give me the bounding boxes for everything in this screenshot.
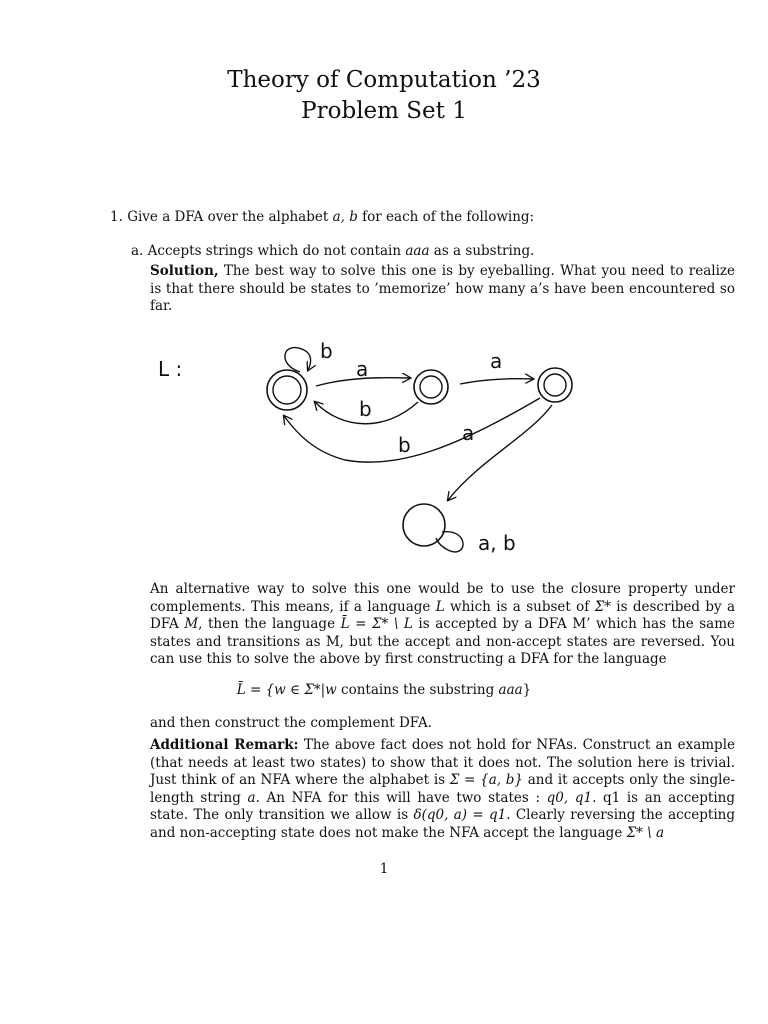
edge-dead-self-loop [436,532,463,552]
remark-text-1: The above fact does not hold for NFAs. Construct an example (that needs at least two states) to show that it does not. The solution here is trivial. Just think of an NFA where the alphabet is [150,737,735,788]
after-formula-text: and then construct the complement DFA. [150,715,433,731]
alternative-text-1: An alternative way to solve this one would be to use the closure property under complements. This means, if a language [150,581,735,615]
alternative-text-4: , then the language [198,616,341,632]
problem-1-number: 1. [110,209,123,225]
problem-1-text-pre: Give a DFA over the alphabet [127,209,333,225]
page-number: 1 [379,861,389,877]
remark-text-3: . An NFA for this will have two states : [255,789,547,806]
label-two-a-to-start: b [398,433,411,457]
remark-symbol-a: a [247,789,256,806]
alternative-text-2: which is a subset of [444,598,595,615]
formula-lhs: L̄ = {w ∈ Σ*|w [236,682,337,698]
state-one-a [414,370,448,404]
problem-1-statement [110,209,534,225]
remark-paragraph [150,737,735,842]
language-label: L : [158,357,183,381]
problem-1-alphabet: a, b [332,209,358,225]
alternative-text-5: is accepted by a DFA M’ which has the same states and transitions as M, but the accept and non-accept states are reversed. You can use this to solve the above by first constructing a DFA for the language [150,616,735,667]
formula-mid: contains the substring [336,682,499,698]
remark-transition: δ(q0, a) = q1 [413,807,507,823]
remark-alphabet-def: Σ = {a, b} [449,772,524,788]
state-two-a [538,368,572,402]
alternative-paragraph [150,581,735,669]
formula-close: } [522,682,532,698]
solution-text: The best way to solve this one is by eyeballing. What you need to realize is that there should be states to ’memorize’ how many a’s have been encountered so far. [150,263,735,314]
label-two-a-to-dead: a [462,421,475,445]
part-a-statement [131,243,534,259]
complement-language-formula [0,682,768,698]
remark-text-5: . Clearly reversing the accepting and non-accepting state does not make the NFA accept the language [150,807,735,841]
problem-1-text-post: for each of the following: [357,209,535,225]
solution-paragraph [150,263,735,316]
label-start-to-one-a: a [356,357,369,381]
document-title-line2: Problem Set 1 [301,98,467,124]
alternative-sigma-star: Σ* [594,598,611,615]
formula-rhs: aaa [498,682,523,698]
remark-states: q0, q1 [546,789,593,806]
part-a-label: a. [131,243,144,259]
document-title-line1: Theory of Computation ’23 [227,67,541,93]
part-a-text-post: as a substring. [429,243,535,259]
part-a-text-pre: Accepts strings which do not contain [147,243,406,259]
remark-label: Additional Remark: [150,737,299,753]
alternative-text-3: is described by a DFA [150,598,735,632]
alternative-L: L [435,598,445,615]
remark-text-2: and it accepts only the single-length string [150,772,735,806]
edge-start-self-loop [285,348,311,372]
remark-text-4: . q1 is an accepting state. The only transition we allow is [150,789,736,823]
label-one-a-to-start: b [359,397,372,421]
alternative-M: M [184,616,199,632]
state-dead [403,504,445,546]
remark-language: Σ* \ a [626,824,665,841]
part-a-substring: aaa [405,243,430,259]
edge-two-a-to-dead [448,405,552,500]
solution-label: Solution, [150,263,219,279]
edge-one-a-to-two-a [460,379,533,384]
label-self-loop-start: b [320,339,333,363]
alternative-lbar-def: L̄ = Σ* \ L [340,616,413,632]
state-start [267,370,307,410]
dfa-diagram [0,320,768,580]
label-one-a-to-two-a: a [490,349,503,373]
label-dead-loop: a, b [478,531,516,555]
